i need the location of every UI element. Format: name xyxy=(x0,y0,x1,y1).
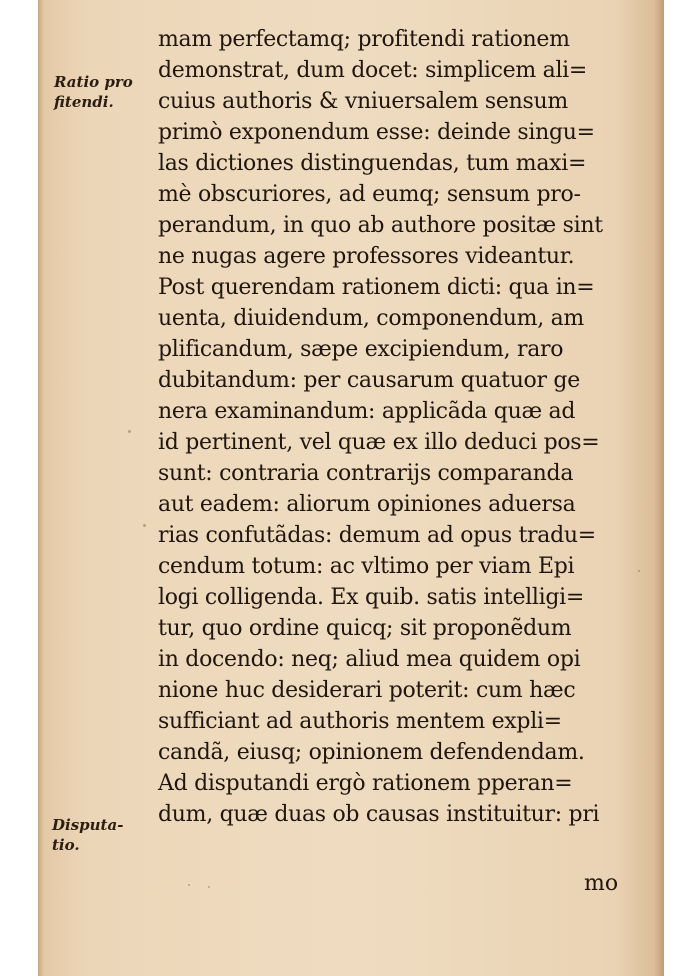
text-line: uenta, diuidendum, componendum, am xyxy=(158,306,584,331)
page-edge-shadow xyxy=(654,0,664,976)
text-line: plificandum, sæpe excipiendum, raro xyxy=(158,337,564,362)
paper-speck xyxy=(188,884,190,886)
text-line: las dictiones distinguendas, tum maxi= xyxy=(158,151,587,176)
text-line: aut eadem: aliorum opiniones aduersa xyxy=(158,492,576,517)
text-line: sufficiant ad authoris mentem expli= xyxy=(158,709,562,734)
marginal-note-line: Ratio pro xyxy=(54,73,133,91)
text-line: demonstrat, dum docet: simplicem ali= xyxy=(158,58,588,83)
text-line: ne nugas agere professores videantur. xyxy=(158,244,575,269)
catchword: mo xyxy=(584,871,619,896)
text-line: logi colligenda. Ex quib. satis intelligi= xyxy=(158,585,585,610)
text-line: nera examinandum: applicãda quæ ad xyxy=(158,399,576,424)
marginal-note-disputatio xyxy=(52,815,123,855)
paper-speck xyxy=(208,886,210,888)
marginal-note-line: tio. xyxy=(52,836,80,854)
text-line: dum, quæ duas ob causas instituitur: pri xyxy=(158,802,600,827)
text-line: primò exponendum esse: deinde singu= xyxy=(158,120,595,145)
page-gutter-shadow xyxy=(38,0,44,976)
text-line: tur, quo ordine quicq; sit proponẽdum xyxy=(158,616,572,641)
text-line: candã, eiusq; opinionem defendendam. xyxy=(158,740,585,765)
text-line: nione huc desiderari poterit: cum hæc xyxy=(158,678,576,703)
marginal-note-ratio-profitendi xyxy=(54,72,133,112)
text-line: dubitandum: per causarum quatuor ge xyxy=(158,368,580,393)
text-line: mè obscuriores, ad eumq; sensum pro- xyxy=(158,182,581,207)
body-text xyxy=(158,24,648,830)
text-line: cuius authoris & vniuersalem sensum xyxy=(158,89,568,114)
paper-speck xyxy=(128,430,131,433)
text-line: Post querendam rationem dicti: qua in= xyxy=(158,275,595,300)
paper-speck xyxy=(143,524,146,527)
text-line: mam perfectamq; profitendi rationem xyxy=(158,27,570,52)
text-line: Ad disputandi ergò rationem pperan= xyxy=(158,771,573,796)
text-line: sunt: contraria contrarijs comparanda xyxy=(158,461,574,486)
text-line: cendum totum: ac vltimo per viam Epi xyxy=(158,554,575,579)
text-line: id pertinent, vel quæ ex illo deduci pos= xyxy=(158,430,600,455)
marginal-note-line: fitendi. xyxy=(54,93,114,111)
text-line: rias confutãdas: demum ad opus tradu= xyxy=(158,523,596,548)
text-line: in docendo: neq; aliud mea quidem opi xyxy=(158,647,581,672)
book-page xyxy=(38,0,664,976)
text-line: perandum, in quo ab authore positæ sint xyxy=(158,213,603,238)
marginal-note-line: Disputa- xyxy=(52,816,124,834)
